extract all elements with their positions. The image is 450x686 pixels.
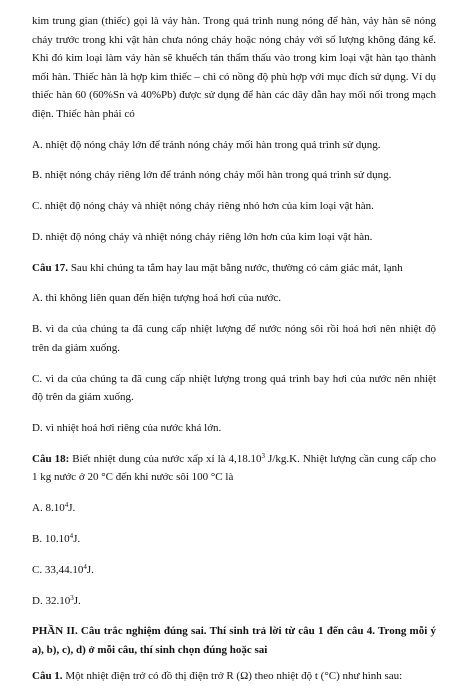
q18-option-a-unit: J.: [68, 502, 76, 515]
q18-stem: [32, 450, 436, 487]
q16-option-a: A. nhiệt độ nóng chảy lớn để tránh nóng chảy mối hàn trong quá trình sử dụng.: [32, 138, 381, 151]
q18-option-b-unit: J.: [73, 532, 81, 545]
q17-option-b: B. vì da của chúng ta đã cung cấp nhiệt lượng để nước nóng sôi rồi hoá hơi nên nhiệt độ trên da giảm xuống.: [32, 323, 436, 354]
q18-exponent: 3: [261, 451, 266, 460]
q18-text-b: J/kg.K. Nhiệt lượng cần cung cấp cho 1 kg nước ở 20 °C đến khi nước sôi 100 °C là: [32, 452, 436, 484]
q18-option-b-exponent: 4: [69, 531, 74, 540]
q17-option-a: A. thì không liên quan đến hiện tượng hoá hơi của nước.: [32, 292, 282, 305]
q18-option-c-exponent: 4: [83, 562, 87, 571]
q18-option-d-value: D. 32.10: [32, 594, 71, 607]
q18-option-a-exponent: 4: [64, 501, 69, 510]
part2-heading: PHẦN II. Câu trắc nghiệm đúng sai. Thí sinh trả lời từ câu 1 đến câu 4. Trong mỗi ý a), b), c), d) ở mỗi câu, thí sinh chọn đúng hoặc sai: [32, 625, 436, 656]
q16-option-b: B. nhiệt nóng chảy riêng lớn để tránh nóng chảy mối hàn trong quá trình sử dụng.: [32, 169, 392, 182]
q18-label: Câu 18:: [32, 452, 70, 465]
q18-option-b: [32, 530, 436, 549]
q18-option-c-unit: J.: [86, 563, 94, 576]
q18-option-d-exponent: 3: [70, 593, 74, 602]
q18-option-c-value: C. 33,44.10: [32, 563, 84, 576]
q18-option-b-value: B. 10.10: [32, 532, 70, 545]
q17-stem: [32, 259, 436, 278]
q18-text-a: Biết nhiệt dung của nước xấp xỉ là 4,18.10: [69, 452, 262, 465]
q18-option-c: [32, 561, 436, 580]
q16-options: [32, 136, 436, 247]
p2-q1-label: Câu 1.: [32, 670, 63, 683]
p2-q1-stem: [32, 667, 436, 686]
intro-paragraph: kim trung gian (thiếc) gọi là vảy hàn. Trong quá trình nung nóng để hàn, vảy hàn sẽ nóng chảy trước trong khi vật hàn chưa nóng chảy hoặc nóng chảy với số lượng không đáng kể. Khi đó kim loại làm vảy hàn sẽ khuếch tán thẩm thấu vào trong kim loại vật hàn tạo thành mối hàn. Thiếc hàn là hợp kim thiếc – chì có nồng độ phù hợp với mục đích sử dụng. Ví dụ thiếc hàn 60 (60%Sn và 40%Pb) được sử dụng để hàn các dây dẫn hay mối nối trong mạch điện. Thiếc hàn phải có: [32, 15, 436, 120]
p2-q1-text: Một nhiệt điện trở có đồ thị điện trở R (Ω) theo nhiệt độ t (°C) như hình sau:: [62, 670, 403, 683]
q17-label: Câu 17.: [32, 261, 69, 274]
q17-text: Sau khi chúng ta tắm hay lau mặt bằng nước, thường có cảm giác mát, lạnh: [68, 261, 403, 274]
q17-option-c: C. vì da của chúng ta đã cung cấp nhiệt lượng trong quá trình bay hơi của nước nên nhiệt độ trên da giảm xuống.: [32, 372, 436, 404]
q16-option-c: C. nhiệt độ nóng chảy và nhiệt nóng chảy riêng nhỏ hơn của kim loại vật hàn.: [32, 200, 374, 213]
q18-option-a: [32, 499, 436, 518]
q17-option-d: D. vì nhiệt hoá hơi riêng của nước khá lớn.: [32, 422, 222, 434]
q16-option-d: D. nhiệt độ nóng chảy và nhiệt nóng chảy riêng lớn hơn của kim loại vật hàn.: [32, 230, 373, 243]
q18-option-d: [32, 592, 436, 611]
q18-option-d-unit: J.: [73, 594, 81, 607]
q18-option-a-value: A. 8.10: [32, 502, 65, 515]
